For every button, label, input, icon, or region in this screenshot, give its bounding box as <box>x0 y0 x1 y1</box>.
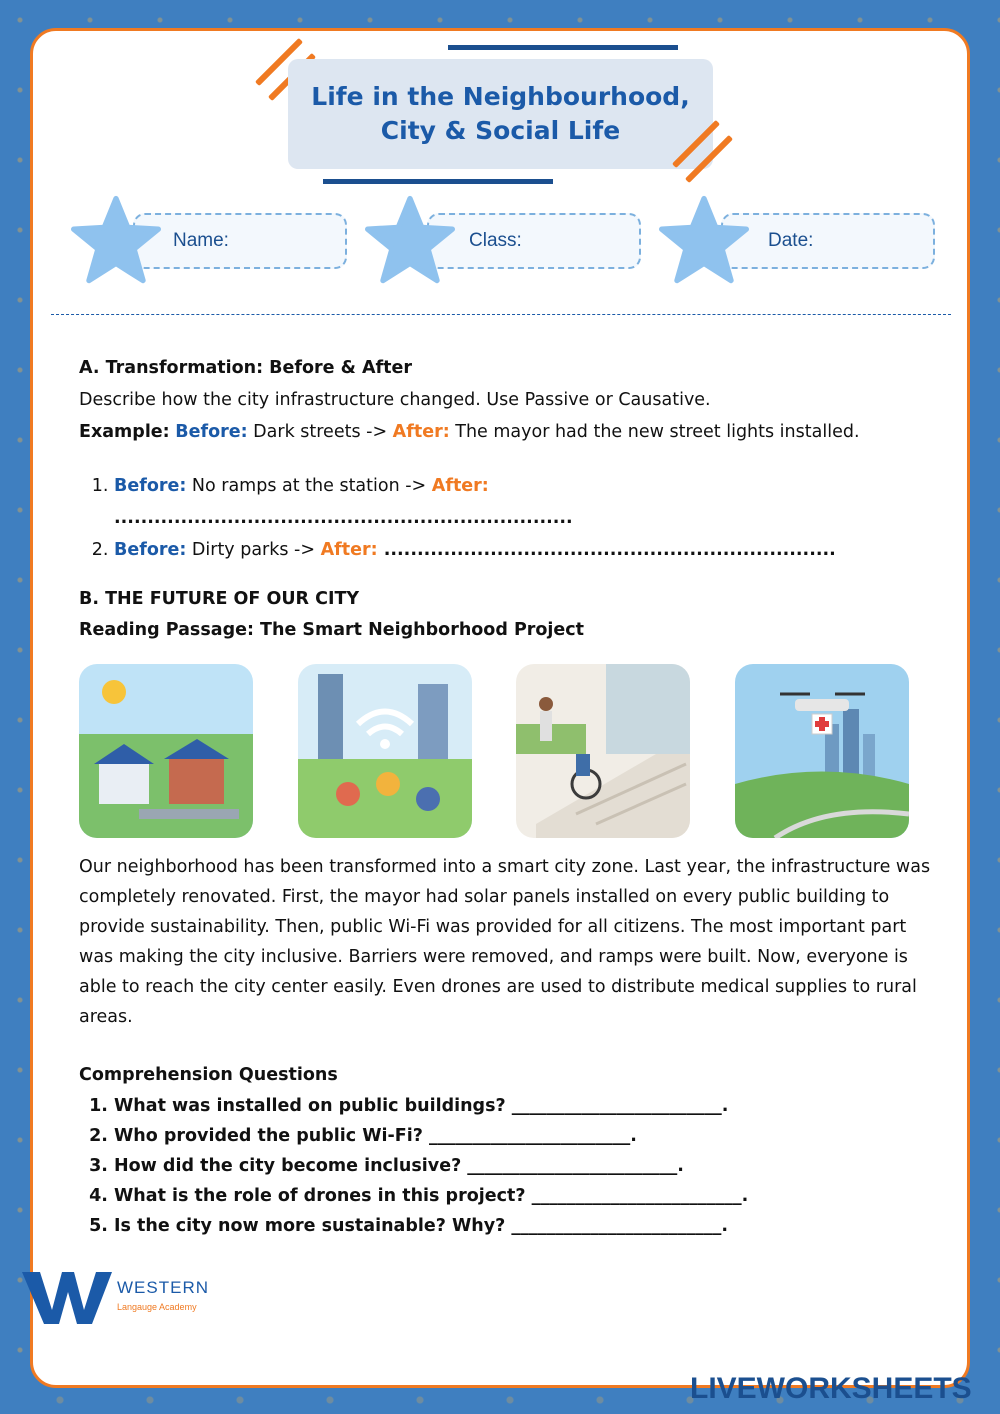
list-item <box>114 534 939 566</box>
accessibility-ramp-illustration <box>516 664 690 838</box>
title-box <box>288 59 713 169</box>
liveworksheets-watermark: LIVEWORKSHEETS <box>690 1372 972 1405</box>
item-before-text: No ramps at the station -> <box>186 476 432 496</box>
item-before-text: Dirty parks -> <box>186 540 321 560</box>
logo-name: WESTERN <box>117 1278 209 1297</box>
before-label: Before: <box>175 422 248 442</box>
question-item[interactable]: 4. What is the role of drones in this project? ________________________. <box>114 1181 939 1211</box>
date-label: Date: <box>768 230 814 251</box>
class-label: Class: <box>469 230 522 251</box>
worksheet-page <box>30 28 970 1388</box>
comprehension-questions <box>114 1091 939 1241</box>
solar-town-illustration <box>79 664 253 838</box>
drone-delivery-illustration <box>735 664 909 838</box>
question-item[interactable]: 3. How did the city become inclusive? ________________________. <box>114 1151 939 1181</box>
example-before-text: Dark streets -> <box>247 422 393 442</box>
w-logo-icon <box>22 1270 112 1326</box>
date-field[interactable] <box>721 213 935 269</box>
star-icon <box>659 191 749 289</box>
after-label: After: <box>320 540 378 560</box>
class-field[interactable] <box>427 213 641 269</box>
comprehension-heading: Comprehension Questions <box>79 1065 338 1085</box>
title-bar-top <box>448 45 678 50</box>
academy-logo <box>22 1270 222 1330</box>
star-icon <box>71 191 161 289</box>
page-title-line1: Life in the Neighbourhood, <box>311 82 690 112</box>
section-b-heading: B. THE FUTURE OF OUR CITY <box>79 589 360 609</box>
worksheet-content <box>79 353 939 1241</box>
example-after-text: The mayor had the new street lights installed. <box>449 422 860 442</box>
question-item[interactable]: 5. Is the city now more sustainable? Why? ________________________. <box>114 1211 939 1241</box>
reading-passage-title: Reading Passage: The Smart Neighborhood Project <box>79 620 585 640</box>
after-label: After: <box>431 476 489 496</box>
section-a-instruction: Describe how the city infrastructure changed. Use Passive or Causative. <box>79 390 711 410</box>
page-title-line2: City & Social Life <box>380 116 621 145</box>
logo-subtitle: Langauge Academy <box>117 1302 197 1312</box>
section-a-example <box>79 416 939 448</box>
transformation-list <box>114 470 939 566</box>
after-label: After: <box>392 422 450 442</box>
answer-blank[interactable]: ..................................................................... <box>114 508 573 528</box>
answer-blank[interactable]: .................................................................... <box>377 540 836 560</box>
reading-passage: Our neighborhood has been transformed into a smart city zone. Last year, the infrastructure was completely renovated. First, the mayor had solar panels installed on every public building to provide sustainability. Then, public Wi-Fi was provided for all citizens. The most important part was making the city inclusive. Barriers were removed, and ramps were built. Now, everyone is able to reach the city center easily. Even drones are used to distribute medical supplies to rural areas. <box>79 857 931 1027</box>
section-a-heading: A. Transformation: Before & After <box>79 358 412 378</box>
name-label: Name: <box>173 230 229 251</box>
star-icon <box>365 191 455 289</box>
question-item[interactable]: 1. What was installed on public buildings? ________________________. <box>114 1091 939 1121</box>
question-item[interactable]: 2. Who provided the public Wi-Fi? _______________________. <box>114 1121 939 1151</box>
before-label: Before: <box>114 540 187 560</box>
title-bar-bottom <box>323 179 553 184</box>
list-item <box>114 470 939 534</box>
park-wifi-illustration <box>298 664 472 838</box>
illustration-row <box>79 664 909 838</box>
example-label: Example: <box>79 422 170 442</box>
before-label: Before: <box>114 476 187 496</box>
name-field[interactable] <box>133 213 347 269</box>
section-divider <box>51 314 951 315</box>
